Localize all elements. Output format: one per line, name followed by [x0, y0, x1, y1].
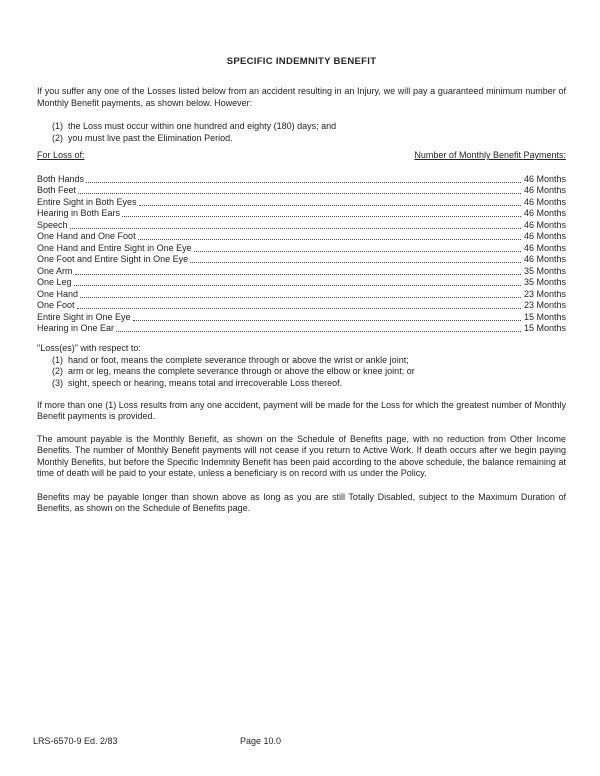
- loss-months: 23 Months: [523, 288, 566, 299]
- intro-paragraph: If you suffer any one of the Losses listed below from an accident resulting in an Injury, we will pay a guaranteed minimum number of Monthly Benefit payments, as shown below. However:: [37, 86, 566, 108]
- table-row: [37, 254, 566, 266]
- table-row: [37, 173, 566, 185]
- loss-months: 15 Months: [523, 311, 566, 322]
- dot-leader: [80, 297, 521, 298]
- definition-text: arm or leg, means the complete severance through or above the elbow or knee joint; or: [68, 366, 415, 377]
- dot-leader: [122, 216, 521, 217]
- table-row: [37, 196, 566, 208]
- loss-benefits-table: [37, 173, 566, 334]
- loss-months: 23 Months: [523, 300, 566, 311]
- loss-label: One Foot and Entire Sight in One Eye: [37, 254, 189, 265]
- definition-text: hand or foot, means the complete severance through or above the wrist or ankle joint;: [68, 354, 409, 365]
- definition-item: [37, 355, 566, 366]
- dot-leader: [86, 182, 521, 183]
- loss-label: One Hand: [37, 288, 79, 299]
- table-row: [37, 208, 566, 220]
- paragraph-benefits-duration: Benefits may be payable longer than shown above as long as you are still Totally Disabled, subject to the Maximum Duration of Benefits, as shown on the Schedule of Benefits page.: [37, 491, 566, 513]
- loss-label: Both Hands: [37, 173, 85, 184]
- condition-text: you must live past the Elimination Period.: [68, 132, 233, 143]
- loss-months: 35 Months: [523, 277, 566, 288]
- condition-text: the Loss must occur within one hundred and eighty (180) days; and: [68, 121, 337, 132]
- loss-months: 46 Months: [523, 219, 566, 230]
- condition-number: (2): [52, 132, 63, 143]
- loss-months: 15 Months: [523, 323, 566, 334]
- table-row: [37, 185, 566, 197]
- table-row: [37, 242, 566, 254]
- definition-number: (2): [52, 366, 63, 377]
- definition-text: sight, speech or hearing, means total and irrecoverable Loss thereof.: [68, 377, 343, 388]
- definitions-section: [37, 343, 566, 389]
- loss-months: 46 Months: [523, 208, 566, 219]
- loss-label: One Leg: [37, 277, 72, 288]
- table-row: [37, 300, 566, 312]
- page-number: Page 10.0: [240, 736, 282, 746]
- table-row: [37, 311, 566, 323]
- column-header-payments: Number of Monthly Benefit Payments:: [414, 150, 566, 161]
- column-header-loss: For Loss of:: [37, 150, 85, 161]
- table-row: [37, 277, 566, 289]
- loss-label: Entire Sight in Both Eyes: [37, 196, 137, 207]
- definition-number: (1): [52, 354, 63, 365]
- form-number: LRS-6570-9 Ed. 2/83: [33, 736, 118, 746]
- definition-item: [37, 366, 566, 377]
- condition-number: (1): [52, 121, 63, 132]
- dot-leader: [77, 308, 521, 309]
- loss-label: Speech: [37, 219, 68, 230]
- table-header-row: [37, 150, 566, 161]
- loss-label: One Hand and One Foot: [37, 231, 136, 242]
- conditions-list: [37, 121, 566, 144]
- loss-months: 46 Months: [523, 196, 566, 207]
- paragraph-multiple-loss: If more than one (1) Loss results from any one accident, payment will be made for the Loss for which the greatest number of Monthly Benefit payments is provided.: [37, 400, 566, 422]
- dot-leader: [75, 274, 521, 275]
- dot-leader: [74, 285, 521, 286]
- table-row: [37, 288, 566, 300]
- table-row: [37, 219, 566, 231]
- definitions-lead: "Loss(es)" with respect to:: [37, 343, 141, 354]
- table-row: [37, 265, 566, 277]
- definition-item: [37, 378, 566, 389]
- loss-months: 46 Months: [523, 185, 566, 196]
- loss-months: 46 Months: [523, 231, 566, 242]
- condition-item: [37, 121, 566, 132]
- dot-leader: [78, 193, 521, 194]
- loss-months: 35 Months: [523, 265, 566, 276]
- loss-label: One Foot: [37, 300, 75, 311]
- loss-label: Hearing in Both Ears: [37, 208, 121, 219]
- table-row: [37, 323, 566, 335]
- definitions-list: [37, 355, 566, 389]
- loss-label: Hearing in One Ear: [37, 323, 115, 334]
- condition-item: [37, 133, 566, 144]
- dot-leader: [194, 251, 521, 252]
- loss-label: One Hand and Entire Sight in One Eye: [37, 242, 192, 253]
- dot-leader: [138, 239, 521, 240]
- loss-label: Entire Sight in One Eye: [37, 311, 131, 322]
- loss-label: Both Feet: [37, 185, 77, 196]
- dot-leader: [133, 320, 521, 321]
- loss-months: 46 Months: [523, 242, 566, 253]
- dot-leader: [139, 205, 521, 206]
- dot-leader: [190, 262, 521, 263]
- dot-leader: [116, 331, 521, 332]
- dot-leader: [70, 228, 521, 229]
- loss-months: 46 Months: [523, 173, 566, 184]
- loss-label: One Arm: [37, 265, 73, 276]
- paragraph-amount-payable: The amount payable is the Monthly Benefit, as shown on the Schedule of Benefits page, with no reduction from Other Income Benefits. The number of Monthly Benefit payments will not cease if you return to Active Work. If death occurs after we begin paying Monthly Benefits, but before the Specific Indemnity Benefit has been paid according to the above schedule, the balance remaining at time of death will be paid to your estate, unless a beneficiary is on record with us under the Policy.: [37, 433, 566, 479]
- page-title: SPECIFIC INDEMNITY BENEFIT: [226, 56, 377, 67]
- page-footer: [0, 736, 600, 748]
- loss-months: 46 Months: [523, 254, 566, 265]
- definition-number: (3): [52, 377, 63, 388]
- table-row: [37, 231, 566, 243]
